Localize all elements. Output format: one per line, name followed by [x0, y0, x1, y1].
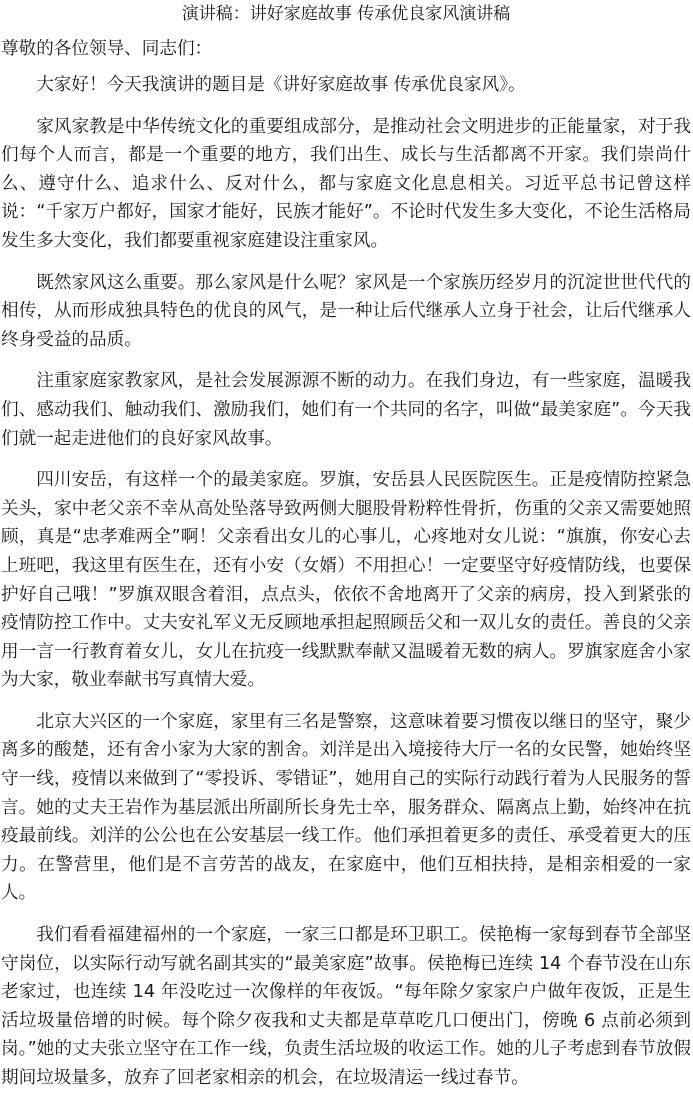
document-title: 演讲稿：讲好家庭故事 传承优良家风演讲稿 [181, 4, 511, 24]
salutation: 尊敬的各位领导、同志们： [1, 39, 213, 59]
paragraph-sichuan-anyue: 四川安岳，有这样一个的最美家庭。罗旗，安岳县人民医院医生。正是疫情防控紧急关头，家中老父亲不幸从高处坠落导致两侧大腿股骨粉粹性骨折，伤重的父亲又需要她照顾，真是“忠孝难两全”啊！父亲看出女儿的心事儿，心疼地对女儿说：“旗旗，你安心去上班吧，我这里有医生在，还有小安（女婿）不用担心！一定要坚守好疫情防线，也要保护好自己哦！”罗旗双眼含着泪，点点头，依依不舍地离开了父亲的病房，投入到紧张的疫情防控工作中。丈夫安礼军义无反顾地承担起照顾岳父和一双儿女的责任。善良的父亲用一言一行教育着女儿，女儿在抗疫一线默默奉献又温暖着无数的病人。罗旗家庭舍小家为大家，敬业奉献书写真情大爱。 [1, 470, 691, 691]
paragraph-beijing-daxing: 北京大兴区的一个家庭，家里有三名是警察，这意味着要习惯夜以继日的坚守，聚少离多的酸楚，还有舍小家为大家的割舍。刘洋是出入境接待大厅一名的女民警，她始终坚守一线，疫情以来做到了“零投诉、零错证”，她用自己的实际行动践行着为人民服务的誓言。她的丈夫王岩作为基层派出所副所长身先士卒，服务群众、隔离点上勤，始终冲在抗疫最前线。刘洋的公公也在公安基层一线工作。他们承担着更多的责任、承受着更大的压力。在警营里，他们是不言劳苦的战友，在家庭中，他们互相扶持，是相亲相爱的一家人。 [1, 711, 691, 904]
paragraph-family-tradition: 家风家教是中华传统文化的重要组成部分，是推动社会文明进步的正能量家，对于我们每个人而言，都是一个重要的地方，我们出生、成长与生活都离不开家。我们崇尚什么、遵守什么、追求什么、反对什么，都与家庭文化息息相关。习近平总书记曾这样说：“千家万户都好，国家才能好，民族才能好”。不论时代发生多大变化，不论生活格局发生多大变化，我们都要重视家庭建设注重家风。 [1, 116, 691, 251]
paragraph-what-is-family-tradition: 既然家风这么重要。那么家风是什么呢？家风是一个家族历经岁月的沉淀世世代代的相传，从而形成独具特色的优良的风气，是一种让后代继承人立身于社会，让后代继承人终身受益的品质。 [1, 272, 691, 350]
paragraph-most-beautiful-family: 注重家庭家教家风，是社会发展源源不断的动力。在我们身边，有一些家庭，温暖我们、感动我们、触动我们、激励我们，她们有一个共同的名字，叫做“最美家庭”。今天我们就一起走进他们的良好家风故事。 [1, 371, 691, 449]
paragraph-greeting: 大家好！今天我演讲的题目是《讲好家庭故事 传承优良家风》。 [36, 75, 526, 95]
paragraph-fujian-fuzhou: 我们看看福建福州的一个家庭，一家三口都是环卫职工。侯艳梅一家每到春节全部坚守岗位，以实际行动写就名副其实的“最美家庭”故事。侯艳梅已连续 14 个春节没在山东老家过，也连续 14 年没吃过一次像样的年夜饭。“每年除夕家家户户做年夜饭，正是生活垃圾量倍增的时候。每个除夕夜我和丈夫都是草草吃几口便出门，傍晚 6 点前必须到岗。”她的丈夫张立坚守在工作一线，负责生活垃圾的收运工作。她的儿子考虑到春节放假期间垃圾量多，放弃了回老家相亲的机会，在垃圾清运一线过春节。 [1, 925, 691, 1088]
